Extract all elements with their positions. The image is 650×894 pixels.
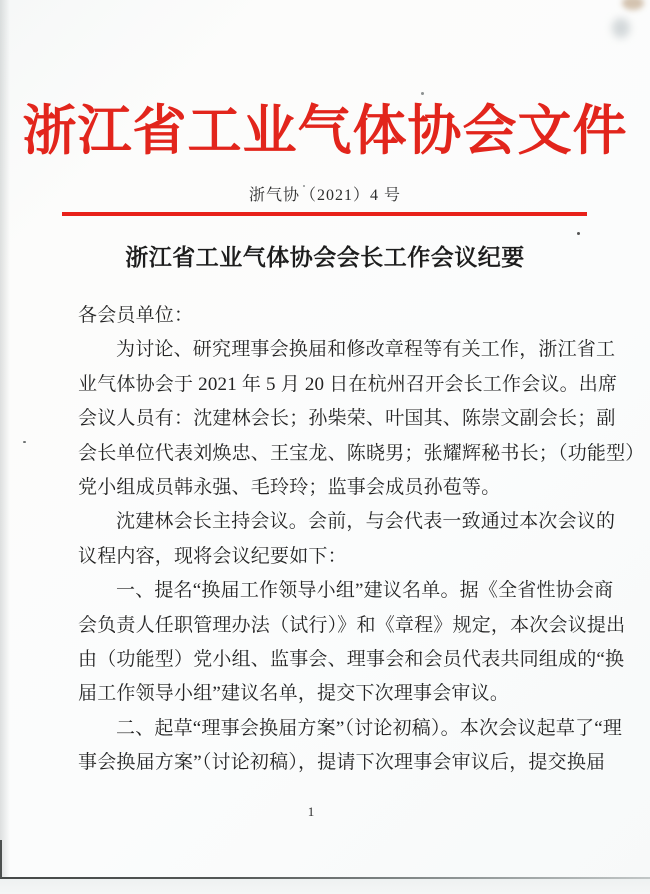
page-bottom-edge <box>0 877 650 879</box>
document-title: 浙江省工业气体协会会长工作会议纪要 <box>125 244 525 270</box>
scan-speck <box>577 232 580 235</box>
document-number: 浙气协（2021）4 号 <box>248 187 401 204</box>
body-line: 由（功能型）党小组、监事会、理事会和会员代表共同组成的“换 <box>78 649 625 671</box>
body-line: 党小组成员韩永强、毛玲玲；监事会成员孙苞等。 <box>78 477 501 499</box>
document-body <box>78 299 645 781</box>
body-line: 一、提名“换届工作领导小组”建议名单。据《全省性协会商 <box>116 580 614 602</box>
page-number: 1 <box>307 804 315 819</box>
body-line: 届工作领导小组”建议名单，提交下次理事会审议。 <box>78 683 510 705</box>
org-header-title: 浙江省工业气体协会文件 <box>22 101 628 161</box>
scanner-bed-strip <box>0 879 650 894</box>
scan-smudge-gray <box>612 18 630 38</box>
body-line: 议程内容，现将会议纪要如下： <box>78 545 347 567</box>
body-text-lines <box>78 333 645 780</box>
scan-smudge-top-right <box>622 0 644 10</box>
body-line: 会长单位代表刘焕忠、王宝龙、陈晓男；张耀辉秘书长；（功能型） <box>78 442 645 464</box>
body-line: 为讨论、研究理事会换届和修改章程等有关工作，浙江省工 <box>116 339 616 361</box>
scan-speck <box>23 441 26 443</box>
body-line: 二、起草“理事会换届方案”（讨论初稿）。本次会议起草了“理 <box>116 717 623 739</box>
body-line: 沈建林会长主持会议。会前，与会代表一致通过本次会议的 <box>116 511 616 533</box>
scan-speck <box>421 92 424 95</box>
body-line: 会议人员有：沈建林会长；孙柴荣、叶国其、陈崇文副会长；副 <box>78 408 616 430</box>
body-line: 业气体协会于 2021 年 5 月 20 日在杭州召开会长工作会议。出席 <box>78 373 618 395</box>
scan-speck <box>303 185 305 187</box>
page-left-edge <box>0 840 2 878</box>
salutation: 各会员单位： <box>78 305 194 326</box>
scan-left-shadow <box>0 0 10 894</box>
red-divider-line <box>62 212 587 216</box>
body-line: 事会换届方案”（讨论初稿），提请下次理事会审议后，提交换届 <box>78 752 606 774</box>
body-line: 会负责人任职管理办法（试行）》和《章程》规定，本次会议提出 <box>78 614 626 636</box>
